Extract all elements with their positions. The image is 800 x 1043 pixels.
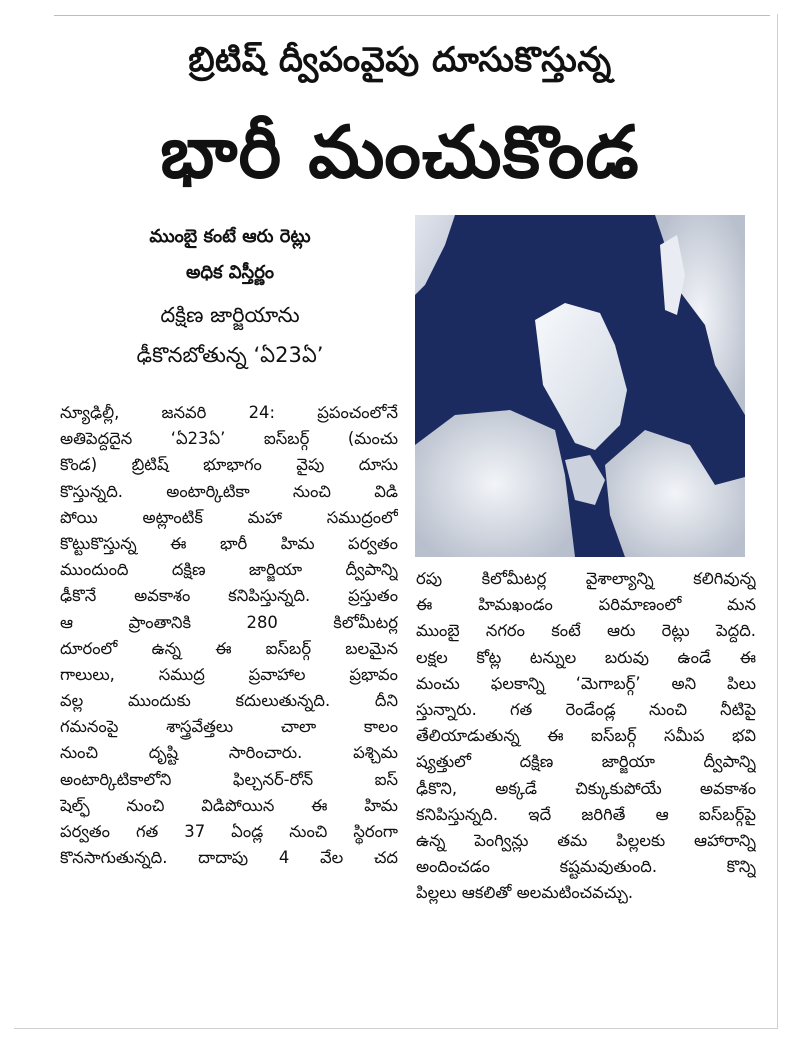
text-line: పర్వతం గత 37 ఏండ్ల నుంచి స్థిరంగా [60,822,398,841]
text-line: కొట్టుకొస్తున్న ఈ భారీ హిమ పర్వతం [60,533,398,553]
text-line: ఈ హిమఖండం పరిమాణంలో మన [416,595,756,615]
text-line: ఢీకొని, అక్కడే చిక్కుకుపోయే అవకాశం [416,778,756,798]
text-line: నుంచి దృష్టి సారించారు. పశ్చిమ [60,743,398,763]
subhead-1: ముంబై కంటే ఆరు రెట్లు [149,226,311,247]
text-line: తేలియాడుతున్న ఈ ఐస్‌బర్గ్‌ సమీప భవి [416,726,756,746]
text-line: న్యూఢిల్లీ, జనవరి 24: ప్రపంచంలోనే [60,403,398,422]
text-line: ముంబై నగరం కంటే ఆరు రెట్లు పెద్దది. [416,621,756,641]
text-line: షెల్ఫ్‌ నుంచి విడిపోయిన ఈ హిమ [60,795,398,815]
article-column-right [416,566,756,906]
text-line: కనిపిస్తున్నది. ఇదే జరిగితే ఆ ఐస్‌బర్గ్‌పై [416,804,756,824]
subhead-4: ఢీకొనబోతున్న ‘ఏ23ఏ’ [136,343,324,367]
satellite-iceberg-photo [415,215,745,557]
text-line: స్తున్నారు. గత రెండేండ్ల నుంచి నీటిపై [416,699,756,719]
text-line: వల్ల ముందుకు కదులుతున్నది. దీని [60,691,398,711]
text-line: ముందుంది దక్షిణ జార్జియా ద్వీపాన్ని [60,560,398,580]
text-line: మంచు ఫలకాన్ని ‘మెగాబర్గ్‌’ అని పిలు [416,673,756,693]
subhead-2: అధిక విస్తీర్ణం [185,262,274,283]
text-line: అందించడం కష్టమవుతుంది. కొన్ని [416,857,756,877]
text-line: రపు కిలోమీటర్ల వైశాల్యాన్ని కలిగివున్న [416,569,756,588]
text-line: అతిపెద్దదైన ‘ఏ23ఏ’ ఐస్‌బర్గ్‌ (మంచు [60,429,398,449]
text-line: కొనసాగుతున్నది. దాదాపు 4 వేల చద [60,848,398,868]
text-line: లక్షల కోట్ల టన్నుల బరువు ఉండే ఈ [416,647,756,667]
text-line: ష్యత్తులో దక్షిణ జార్జియా ద్వీపాన్ని [416,752,756,772]
kicker-headline: బ్రిటిష్‌ ద్వీపంవైపు దూసుకొస్తున్న [188,40,612,80]
subhead-3: దక్షిణ జార్జియాను [160,303,300,327]
satellite-iceberg-icon [415,215,745,557]
text-line: కొస్తున్నది. అంటార్కిటికా నుంచి విడి [60,481,398,501]
text-line: పోయి అట్లాంటిక్‌ మహా సముద్రంలో [60,507,398,527]
text-line: దూరంలో ఉన్న ఈ ఐస్‌బర్గ్‌ బలమైన [60,638,398,658]
text-line: ఉన్న పెంగ్విన్లు తమ పిల్లలకు ఆహారాన్ని [416,830,756,850]
text-line: గాలులు, సముద్ర ప్రవాహాల ప్రభావం [60,664,398,684]
text-line: ఢీకొనే అవకాశం కనిపిస్తున్నది. ప్రస్తుతం [60,586,398,606]
text-line: అంటార్కిటికాలోని ఫిల్చనర్‌-రోన్‌ ఐస్‌ [60,769,398,789]
text-line: ఆ ప్రాంతానికి 280 కిలోమీటర్ల [60,612,398,632]
main-headline: భారీ మంచుకొండ [160,110,640,194]
article-column-left [60,400,398,871]
text-line: కొండ) బ్రిటిష్‌ భూభాగం వైపు దూసు [60,455,398,475]
top-divider [54,15,770,16]
text-line: గమనంపై శాస్త్రవేత్తలు చాలా కాలం [60,717,398,737]
text-line: పిల్లలు ఆకలితో అలమటించవచ్చు. [416,883,634,903]
